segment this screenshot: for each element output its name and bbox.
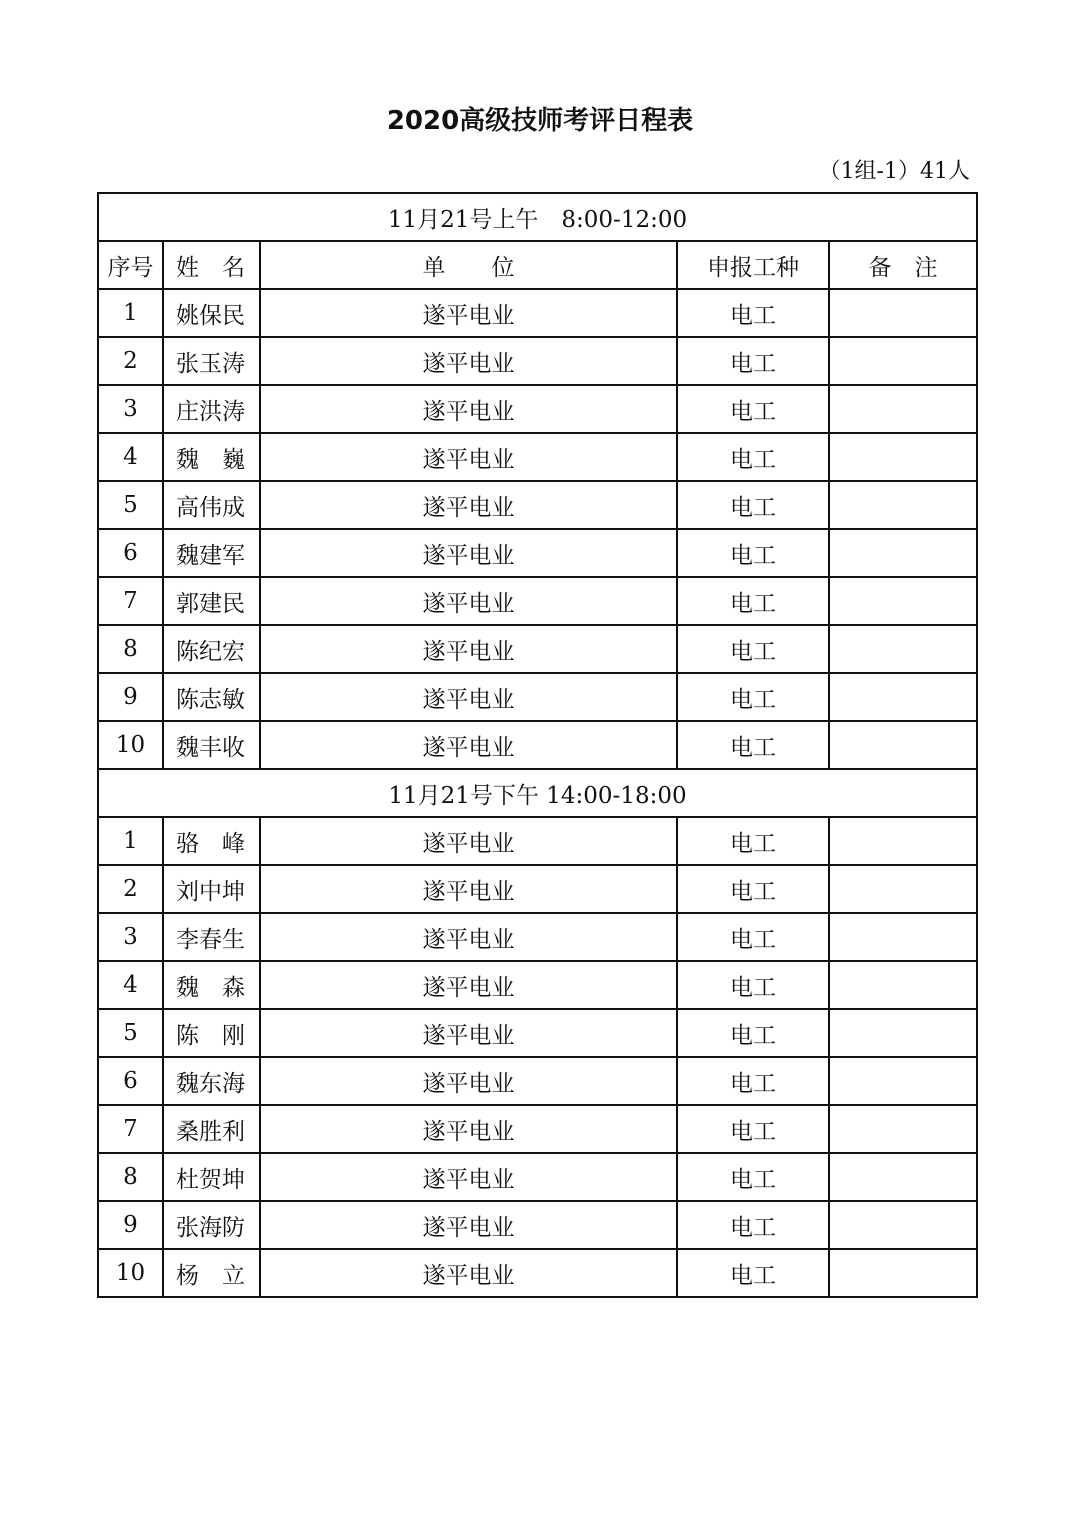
remarks-cell — [829, 1201, 977, 1249]
unit-cell: 遂平电业 — [260, 433, 677, 481]
seq-cell: 7 — [98, 1105, 163, 1153]
remarks-cell — [829, 1057, 977, 1105]
table-row — [98, 529, 977, 577]
name-cell: 魏 巍 — [163, 433, 260, 481]
job-type-cell: 电工 — [677, 289, 829, 337]
job-type-cell: 电工 — [677, 1057, 829, 1105]
unit-cell: 遂平电业 — [260, 1249, 677, 1297]
job-type-cell: 电工 — [677, 529, 829, 577]
remarks-cell — [829, 865, 977, 913]
name-cell: 魏 森 — [163, 961, 260, 1009]
group-count-label: （1组-1）41人 — [818, 159, 970, 184]
remarks-cell — [829, 385, 977, 433]
remarks-cell — [829, 529, 977, 577]
remarks-cell — [829, 1105, 977, 1153]
job-type-cell: 电工 — [677, 481, 829, 529]
seq-cell: 9 — [98, 1201, 163, 1249]
seq-cell: 4 — [98, 433, 163, 481]
unit-cell: 遂平电业 — [260, 481, 677, 529]
table-row — [98, 481, 977, 529]
table-row — [98, 337, 977, 385]
table-row — [98, 865, 977, 913]
remarks-cell — [829, 961, 977, 1009]
unit-cell: 遂平电业 — [260, 1009, 677, 1057]
name-cell: 张海防 — [163, 1201, 260, 1249]
name-cell: 陈纪宏 — [163, 625, 260, 673]
remarks-cell — [829, 721, 977, 769]
session-header-row — [98, 769, 977, 817]
unit-cell: 遂平电业 — [260, 673, 677, 721]
table-row — [98, 961, 977, 1009]
unit-cell: 遂平电业 — [260, 529, 677, 577]
remarks-cell — [829, 1249, 977, 1297]
name-cell: 魏东海 — [163, 1057, 260, 1105]
job-type-cell: 电工 — [677, 673, 829, 721]
name-cell: 魏丰收 — [163, 721, 260, 769]
name-cell: 刘中坤 — [163, 865, 260, 913]
seq-cell: 10 — [98, 721, 163, 769]
seq-cell: 8 — [98, 1153, 163, 1201]
unit-cell: 遂平电业 — [260, 1153, 677, 1201]
remarks-cell — [829, 1153, 977, 1201]
session-time-label: 11月21号下午 14:00-18:00 — [98, 769, 977, 817]
name-cell: 郭建民 — [163, 577, 260, 625]
table-row — [98, 577, 977, 625]
header-remarks: 备 注 — [829, 241, 977, 289]
name-cell: 陈 刚 — [163, 1009, 260, 1057]
header-job-type: 申报工种 — [677, 241, 829, 289]
job-type-cell: 电工 — [677, 1201, 829, 1249]
job-type-cell: 电工 — [677, 385, 829, 433]
seq-cell: 1 — [98, 817, 163, 865]
session-header-row — [98, 193, 977, 241]
seq-cell: 8 — [98, 625, 163, 673]
job-type-cell: 电工 — [677, 1105, 829, 1153]
name-cell: 骆 峰 — [163, 817, 260, 865]
name-cell: 桑胜利 — [163, 1105, 260, 1153]
table-row — [98, 721, 977, 769]
seq-cell: 5 — [98, 481, 163, 529]
seq-cell: 6 — [98, 1057, 163, 1105]
remarks-cell — [829, 481, 977, 529]
job-type-cell: 电工 — [677, 625, 829, 673]
unit-cell: 遂平电业 — [260, 337, 677, 385]
name-cell: 陈志敏 — [163, 673, 260, 721]
job-type-cell: 电工 — [677, 817, 829, 865]
schedule-table-body — [98, 193, 977, 1297]
job-type-cell: 电工 — [677, 433, 829, 481]
header-unit: 单 位 — [260, 241, 677, 289]
schedule-table — [97, 192, 978, 1298]
table-row — [98, 1057, 977, 1105]
job-type-cell: 电工 — [677, 1153, 829, 1201]
unit-cell: 遂平电业 — [260, 913, 677, 961]
column-header-row — [98, 241, 977, 289]
seq-cell: 5 — [98, 1009, 163, 1057]
seq-cell: 4 — [98, 961, 163, 1009]
job-type-cell: 电工 — [677, 1009, 829, 1057]
seq-cell: 3 — [98, 385, 163, 433]
table-row — [98, 1201, 977, 1249]
table-row — [98, 817, 977, 865]
remarks-cell — [829, 913, 977, 961]
seq-cell: 9 — [98, 673, 163, 721]
table-row — [98, 625, 977, 673]
table-row — [98, 1153, 977, 1201]
table-row — [98, 385, 977, 433]
remarks-cell — [829, 1009, 977, 1057]
name-cell: 庄洪涛 — [163, 385, 260, 433]
seq-cell: 2 — [98, 337, 163, 385]
header-name: 姓 名 — [163, 241, 260, 289]
seq-cell: 1 — [98, 289, 163, 337]
remarks-cell — [829, 817, 977, 865]
unit-cell: 遂平电业 — [260, 1105, 677, 1153]
unit-cell: 遂平电业 — [260, 289, 677, 337]
job-type-cell: 电工 — [677, 337, 829, 385]
name-cell: 李春生 — [163, 913, 260, 961]
unit-cell: 遂平电业 — [260, 1201, 677, 1249]
remarks-cell — [829, 289, 977, 337]
seq-cell: 7 — [98, 577, 163, 625]
job-type-cell: 电工 — [677, 721, 829, 769]
table-row — [98, 289, 977, 337]
unit-cell: 遂平电业 — [260, 385, 677, 433]
table-row — [98, 673, 977, 721]
job-type-cell: 电工 — [677, 577, 829, 625]
name-cell: 杨 立 — [163, 1249, 260, 1297]
unit-cell: 遂平电业 — [260, 577, 677, 625]
name-cell: 张玉涛 — [163, 337, 260, 385]
remarks-cell — [829, 337, 977, 385]
table-row — [98, 1105, 977, 1153]
table-row — [98, 1249, 977, 1297]
page-title: 2020高级技师考评日程表 — [386, 106, 694, 136]
job-type-cell: 电工 — [677, 865, 829, 913]
unit-cell: 遂平电业 — [260, 865, 677, 913]
table-row — [98, 913, 977, 961]
name-cell: 高伟成 — [163, 481, 260, 529]
unit-cell: 遂平电业 — [260, 721, 677, 769]
unit-cell: 遂平电业 — [260, 1057, 677, 1105]
name-cell: 姚保民 — [163, 289, 260, 337]
remarks-cell — [829, 673, 977, 721]
remarks-cell — [829, 577, 977, 625]
seq-cell: 3 — [98, 913, 163, 961]
seq-cell: 6 — [98, 529, 163, 577]
name-cell: 杜贺坤 — [163, 1153, 260, 1201]
table-row — [98, 433, 977, 481]
job-type-cell: 电工 — [677, 913, 829, 961]
name-cell: 魏建军 — [163, 529, 260, 577]
job-type-cell: 电工 — [677, 961, 829, 1009]
job-type-cell: 电工 — [677, 1249, 829, 1297]
unit-cell: 遂平电业 — [260, 817, 677, 865]
remarks-cell — [829, 433, 977, 481]
seq-cell: 10 — [98, 1249, 163, 1297]
unit-cell: 遂平电业 — [260, 961, 677, 1009]
seq-cell: 2 — [98, 865, 163, 913]
header-seq: 序号 — [98, 241, 163, 289]
session-time-label: 11月21号上午 8:00-12:00 — [98, 193, 977, 241]
unit-cell: 遂平电业 — [260, 625, 677, 673]
table-row — [98, 1009, 977, 1057]
remarks-cell — [829, 625, 977, 673]
